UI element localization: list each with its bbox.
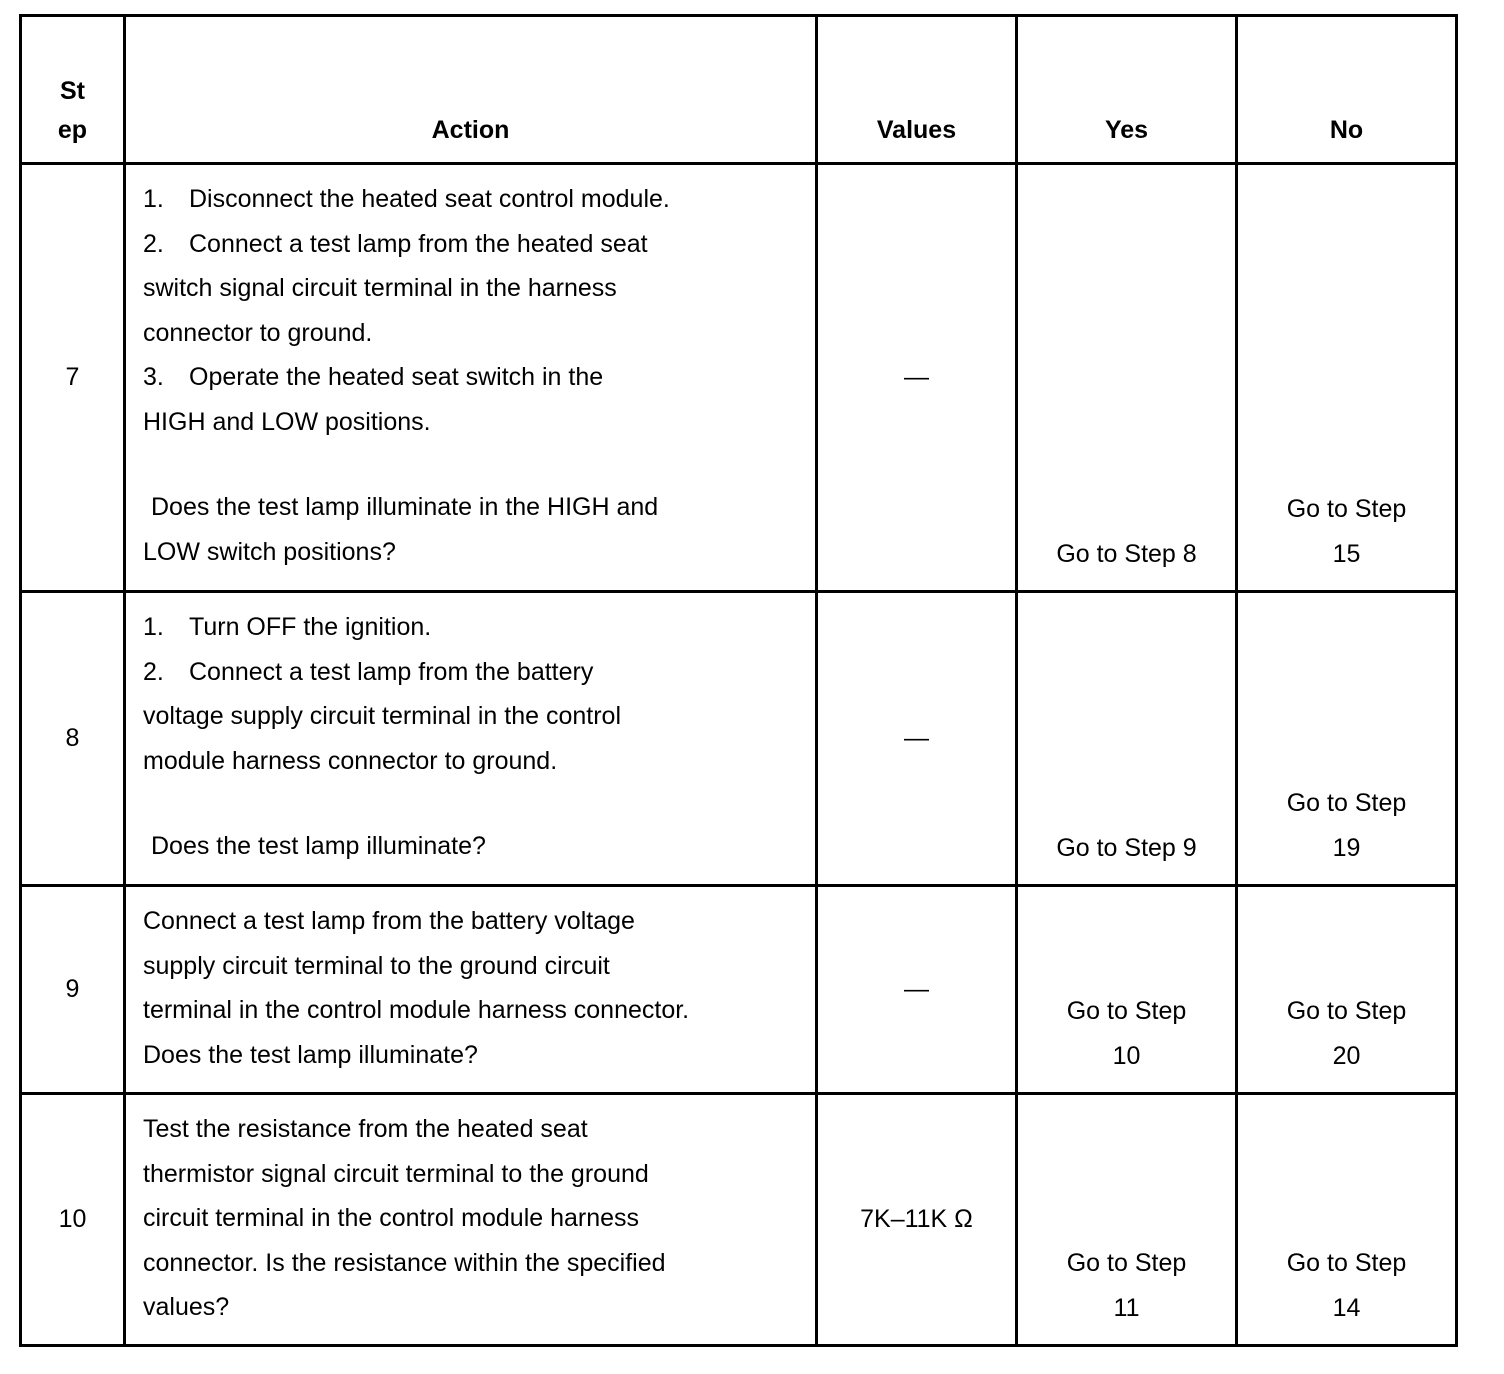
header-step-line2: ep — [57, 116, 88, 144]
action-line: values? — [143, 1293, 230, 1321]
action-question: Does the test lamp illuminate? — [143, 1040, 478, 1069]
header-values: Values — [817, 16, 1017, 164]
step-number: 7 — [21, 164, 125, 592]
action-question: Does the test lamp illuminate? — [151, 832, 486, 860]
values-cell: — — [817, 164, 1017, 592]
action-line: switch signal circuit terminal in the harness — [143, 274, 617, 302]
action-line: 1. Disconnect the heated seat control module. — [143, 185, 670, 213]
header-yes: Yes — [1017, 16, 1237, 164]
step-number: 10 — [21, 1094, 125, 1346]
action-line: module harness connector to ground. — [143, 746, 558, 775]
action-line: circuit terminal in the control module harness — [143, 1204, 640, 1232]
action-line: voltage supply circuit terminal in the control — [143, 702, 622, 730]
action-line: 3. Operate the heated seat switch in the — [143, 363, 604, 391]
header-step-line1: St — [60, 77, 85, 105]
action-question: Does the test lamp illuminate in the HIGH and — [151, 493, 659, 521]
action-line: connector. Is the resistance within the specified — [143, 1248, 666, 1277]
step-number: 8 — [21, 592, 125, 886]
action-question: LOW switch positions? — [143, 537, 396, 566]
yes-cell: Go to Step 9 — [1017, 592, 1237, 886]
action-cell — [125, 1094, 817, 1346]
table-row — [21, 886, 1457, 1094]
step-number: 9 — [21, 886, 125, 1094]
values-cell: — — [817, 886, 1017, 1094]
action-line: 2. Connect a test lamp from the battery — [143, 657, 594, 686]
no-cell: Go to Step 14 — [1237, 1094, 1457, 1346]
action-cell — [125, 164, 817, 592]
values-cell: — — [817, 592, 1017, 886]
values-cell: 7K–11K Ω — [817, 1094, 1017, 1346]
yes-cell: Go to Step 10 — [1017, 886, 1237, 1094]
action-line: Connect a test lamp from the battery voltage — [143, 907, 635, 935]
action-line: Test the resistance from the heated seat — [143, 1115, 588, 1143]
no-cell: Go to Step 20 — [1237, 886, 1457, 1094]
action-cell — [125, 886, 817, 1094]
action-line: connector to ground. — [143, 318, 373, 347]
action-line: supply circuit terminal to the ground circuit — [143, 951, 610, 980]
yes-cell: Go to Step 8 — [1017, 164, 1237, 592]
action-line: 1. Turn OFF the ignition. — [143, 613, 432, 641]
table-row — [21, 592, 1457, 886]
yes-cell: Go to Step 11 — [1017, 1094, 1237, 1346]
header-action: Action — [125, 16, 817, 164]
no-cell: Go to Step 19 — [1237, 592, 1457, 886]
action-line: thermistor signal circuit terminal to the ground — [143, 1159, 649, 1188]
table-row — [21, 164, 1457, 592]
action-line: HIGH and LOW positions. — [143, 407, 431, 436]
header-row — [21, 16, 1457, 164]
action-cell — [125, 592, 817, 886]
header-step — [21, 16, 125, 164]
diagnostic-table — [19, 14, 1458, 1347]
action-line: terminal in the control module harness connector. — [143, 996, 690, 1024]
action-line: 2. Connect a test lamp from the heated seat — [143, 229, 648, 258]
table-row — [21, 1094, 1457, 1346]
no-cell: Go to Step 15 — [1237, 164, 1457, 592]
header-no: No — [1237, 16, 1457, 164]
